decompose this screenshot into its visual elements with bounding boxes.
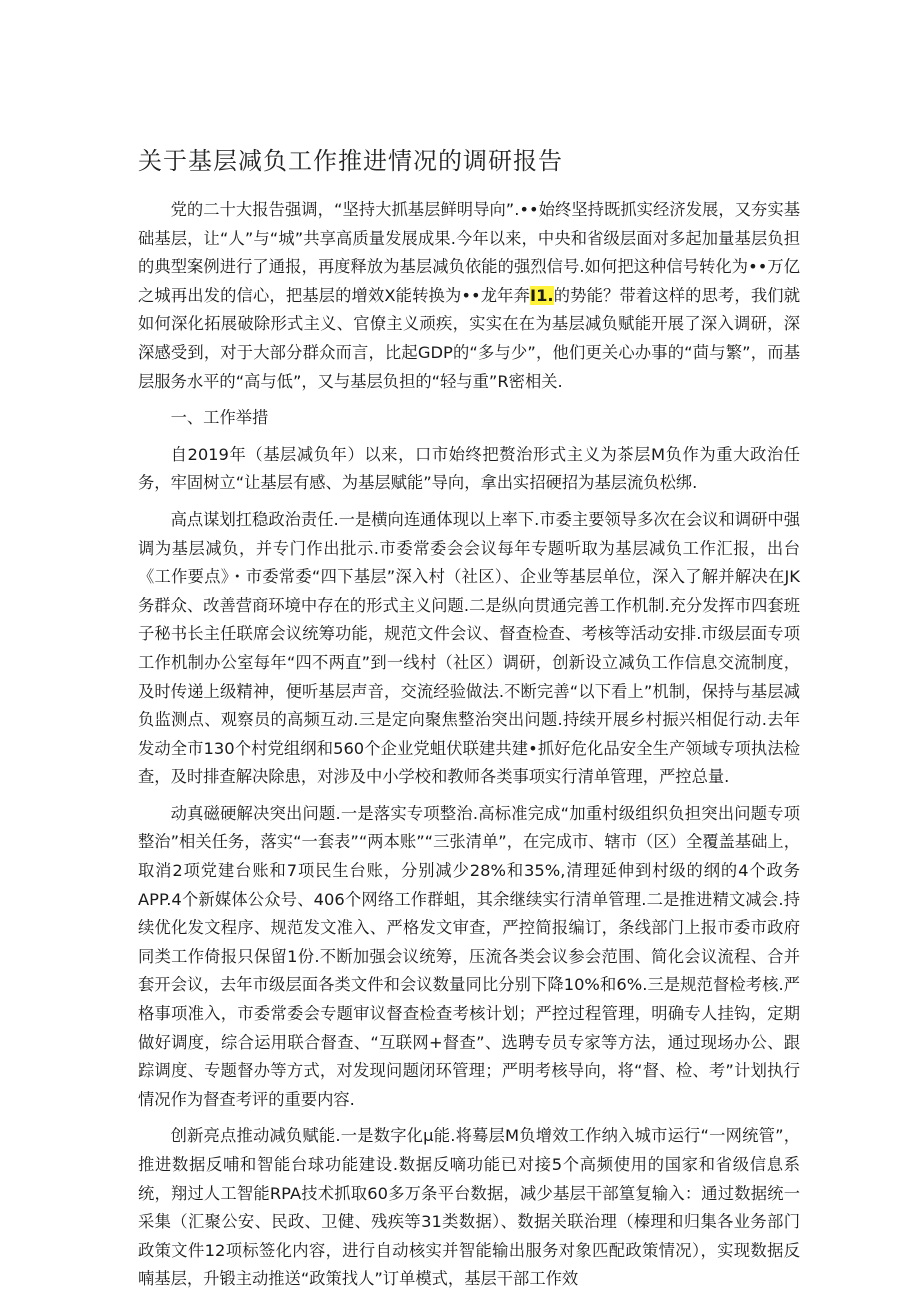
intro-paragraph [138,196,800,396]
paragraph-political-responsibility: 高点谋划扛稳政治责任.一是横向连通体现以上率下.市委主要领导多次在会议和调研中强调为基层减负，并专门作出批示.市委常委会会议每年专题听取为基层减负工作汇报，出台《工作要点》・市委常委“四下基层”深入村（社区）、企业等基层单位，深入了解并解决在JK务群众、改善营商环境中存在的形式主义问题.二是纵向贯通完善工作机制.充分发挥市四套班子秘书长主任联席会议统筹功能，规范文件会议、督查检查、考核等活动安排.市级层面专项工作机制办公室每年“四不两直”到一线村（社区）调研，创新设立减负工作信息交流制度，及时传递上级精神，便听基层声音，交流经验做法.不断完善“以下看上”机制，保持与基层减负监测点、观察员的高频互动.三是定向聚焦整治突出问题.持续开展乡村振兴相促行动.去年发动全市130个村党组纲和560个企业党蛆伏联建共建•抓好危化品安全生产领域专项执法检查，及时排查解决除患，对涉及中小学校和教师各类事项实行清单管理，严控总量. [138,509,800,787]
highlighted-text: I1. [530,285,554,305]
paragraph-overview: 自2019年（基层减负年）以来，口市始终把赘治形式主义为茶层M负作为重大政治任务，牢固树立“让基层有感、为基层赋能”导向，拿出实招硬招为基层流负松绑. [138,444,800,493]
section-heading: 一、工作举措 [170,408,269,428]
paragraph-innovation: 创新亮点推动减负赋能.一是数字化μ能.将蓦层M负增效工作纳入城市运行“一网统管”，推进数据反哺和智能台球功能建设.数据反嘀功能已对接5个高频使用的国家和省级信息系统，翔过人工智能RPA技术抓取60多万条平台数据，减少基层干部篁复输入：通过数据统一采集（汇聚公安、民政、卫健、残疾等31类数据）、数据关联治理（榛理和归集各业务部门政策文件12项标签化内容，进行自动核实并智能输出服务对象匹配政策情况），实现数据反喃基层，升锻主动推送“政策找人”订单模式，基层干部工作效 [138,1126,800,1289]
intro-text-end: 的势能？带着这样的思考，我们就如何深化拓展破除形式主义、官僚主义顽疾，实实在在为基层减负赋能开展了深入调研，深深感受到，对于大部分群众而言，比起GDP的“多与少”，他们更关心办事的“茴与繁”，而基层服务水平的“高与低”，又与基层负担的“轻与重”R密相关. [138,285,800,391]
intro-text-start: 党的二十大报告强调，“坚持大抓基层鲜明导向”.••始终坚持既抓实经济发展，又夯实基础基层，让“人”与“城”共享高质量发展成果.今年以来，中央和省级层面对多起加量基层负担的典型案例进行了通报，再度释放为基层减负依能的强烈信号.如何把这种信号转化为••万亿之城再出发的信心，把基层的增效X能转换为••龙年奔 [138,200,800,305]
document-title: 关于基层减负工作推进情况的调研报告 [138,147,563,175]
document-body [138,196,800,1302]
paragraph-solve-problems: 动真磁硬解决突出问题.一是落实专项整治.高标准完成“加重村级组织负担突出问题专项整治”相关任务，落实“一套表”“两本账”“三张清单”，在完成市、辖市（区）全覆盖基础上，取消2项党建台账和7项民生台账，分别减少28%和35%,清理延伸到村级的纲的4个政务APP.4个新媒体公众号、406个网络工作群蛆，其余继续实行清单管理.二是推进精文减会.持续优化发文程序、规范发文准入、严格发文审查，严控简报编订，条线部门上报市委市政府同类工作倚报只保留1份.不断加强会议统筹，压流各类会议参会范围、简化会议流程、合并套开会议，去年市级层面各类文件和会议数量同比分别下降10%和6%.三是规范督检考核.严格事项准入，市委常委会专题审议督查检查考核计划；严控过程管理，明确专人挂钩，定期做好调度，综合运用联合督查、“互联网+督查”、选聘专员专家等方法，通过现场办公、跟踪调度、专题督办等方式，对发现问题闭环管理；严明考核导向，将“督、检、考”计划执行情况作为督查考评的重要内容. [138,803,800,1109]
